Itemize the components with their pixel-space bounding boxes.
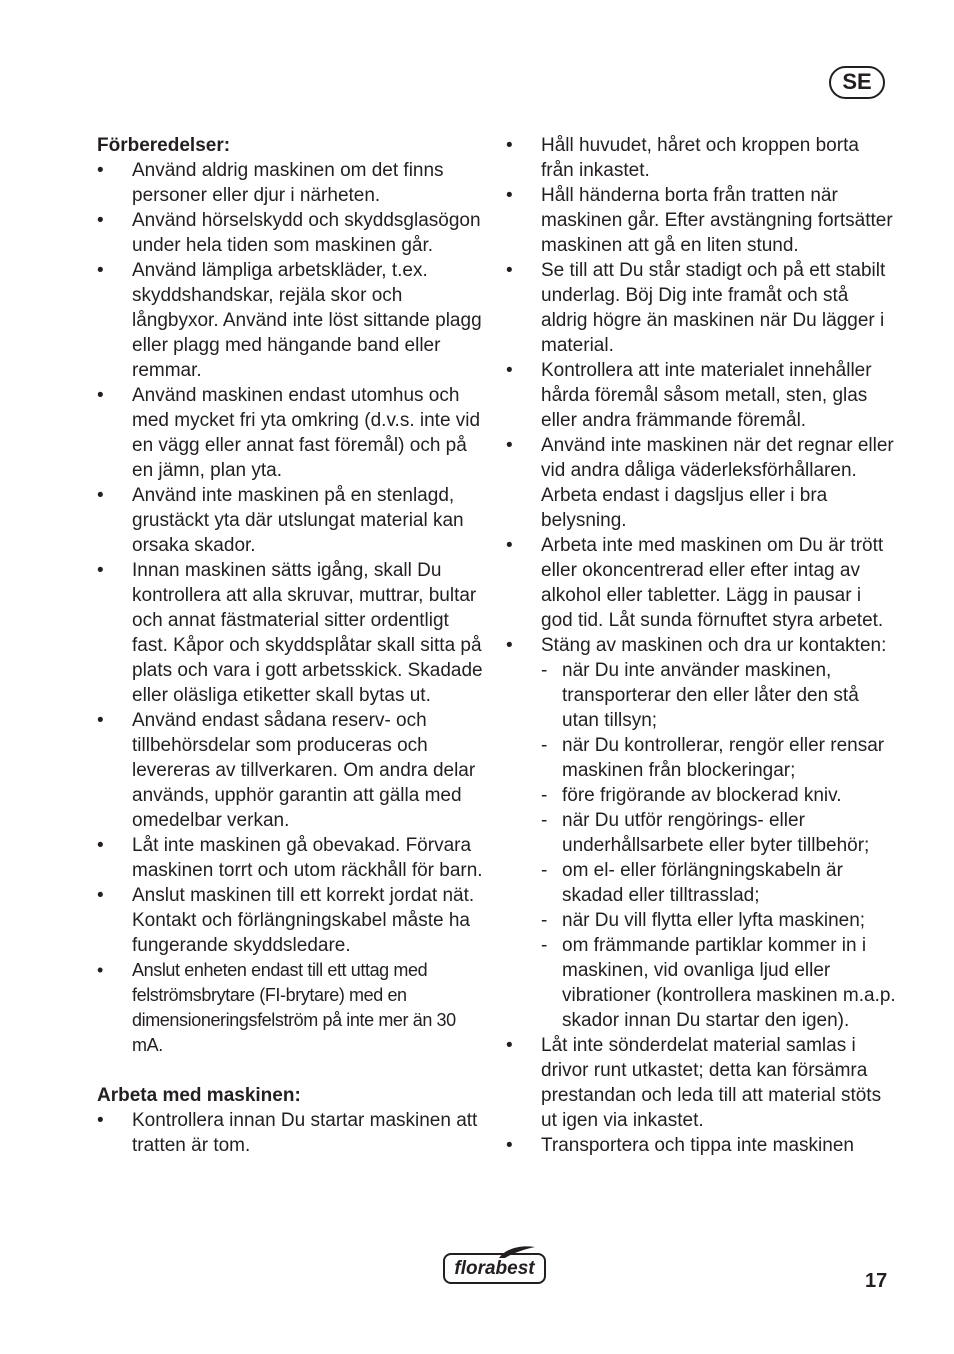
list-item: [97, 958, 487, 1058]
list-item-text: Håll händerna borta från tratten när maskinen går. Efter avstängning fortsätter maskinen att gå en liten stund.: [541, 185, 893, 256]
florabest-logo: [443, 1253, 546, 1284]
list-item-text: Kontrollera innan Du startar maskinen att tratten är tom.: [132, 1110, 478, 1156]
list-item: [97, 558, 487, 708]
list-item-text: Anslut enheten endast till ett uttag med felströmsbrytare (FI-brytare) med en dimensioneringsfelström på inte mer än 30 mA.: [132, 960, 456, 1055]
bullet: •: [506, 135, 513, 156]
list-item: [506, 633, 896, 1033]
list-item: [506, 1133, 896, 1158]
bullet: •: [97, 1110, 104, 1131]
section-heading-working: Arbeta med maskinen:: [97, 1085, 301, 1106]
list-item: [97, 208, 487, 258]
list-item: [97, 1108, 487, 1158]
sub-list: [541, 658, 896, 1033]
dash: -: [541, 785, 548, 806]
dash: -: [541, 735, 548, 756]
sub-list-item: [541, 858, 896, 908]
language-badge: SE: [829, 66, 885, 99]
bullet: •: [506, 360, 513, 381]
list-item-text: Använd aldrig maskinen om det finns personer eller djur i närheten.: [132, 160, 444, 206]
sub-list-item-text: när Du utför rengörings- eller underhållsarbete eller byter tillbehör;: [562, 810, 870, 856]
list-item: [506, 133, 896, 183]
logo-text: florabest: [454, 1258, 535, 1279]
list-item: [97, 833, 487, 883]
bullet: •: [97, 210, 104, 231]
working-list-continued: [506, 133, 896, 1158]
list-item-text: Kontrollera att inte materialet innehåller hårda föremål såsom metall, sten, glas eller andra främmande föremål.: [541, 360, 872, 431]
dash: -: [541, 660, 548, 681]
bullet: •: [97, 710, 104, 731]
list-item-text: Arbeta inte med maskinen om Du är trött eller okoncentrerad eller efter intag av alkohol eller tabletter. Lägg in pausar i god tid. Låt sunda förnuftet styra arbetet.: [541, 535, 884, 631]
bullet: •: [97, 885, 104, 906]
list-item: [97, 708, 487, 833]
sub-list-item-text: när Du kontrollerar, rengör eller rensar maskinen från blockeringar;: [562, 735, 885, 781]
bullet: •: [506, 635, 513, 656]
dash: -: [541, 910, 548, 931]
list-item-text: Använd endast sådana reserv- och tillbehörsdelar som produceras och levereras av tillverkaren. Om andra delar används, upphör garantin att gälla med omedelbar verkan.: [132, 710, 476, 831]
list-item: [97, 258, 487, 383]
working-list: [97, 1108, 487, 1158]
list-item: [506, 183, 896, 258]
bullet: •: [97, 260, 104, 281]
list-item-text: Använd hörselskydd och skyddsglasögon under hela tiden som maskinen går.: [132, 210, 481, 256]
preparations-list: [97, 158, 487, 1058]
spacer: [97, 1058, 487, 1083]
list-item-text: Låt inte maskinen gå obevakad. Förvara maskinen torrt och utom räckhåll för barn.: [132, 835, 483, 881]
dash: -: [541, 935, 548, 956]
section-heading-preparations: Förberedelser:: [97, 135, 231, 156]
bullet: •: [506, 260, 513, 281]
list-item-text: Stäng av maskinen och dra ur kontakten:: [541, 635, 887, 656]
list-item: [506, 358, 896, 433]
list-item-text: Låt inte sönderdelat material samlas i drivor runt utkastet; detta kan försämra prestandan och leda till att material stöts ut igen via inkastet.: [541, 1035, 882, 1131]
left-column: [97, 133, 487, 1158]
list-item-text: Använd lämpliga arbetskläder, t.ex. skyddshandskar, rejäla skor och långbyxor. Använd inte löst sittande plagg eller plagg med hängande band eller remmar.: [132, 260, 482, 381]
sub-list-item: [541, 908, 896, 933]
bullet: •: [506, 1135, 513, 1156]
sub-list-item: [541, 783, 896, 808]
bullet: •: [97, 385, 104, 406]
list-item-text: Använd maskinen endast utomhus och med mycket fri yta omkring (d.v.s. inte vid en vägg eller annat fast föremål) och på en jämn, plan yta.: [132, 385, 481, 481]
bullet: •: [506, 435, 513, 456]
list-item: [97, 158, 487, 208]
list-item: [97, 383, 487, 483]
bullet: •: [97, 560, 104, 581]
sub-list-item-text: om el- eller förlängningskabeln är skadad eller tilltrasslad;: [562, 860, 843, 906]
bullet: •: [97, 160, 104, 181]
list-item-text: Innan maskinen sätts igång, skall Du kontrollera att alla skruvar, muttrar, bultar och annat fästmaterial sitter ordentligt fast. Kåpor och skyddsplåtar skall sitta på plats och vara i gott arbetsskick. Skadade eller oläsliga etiketter skall bytas ut.: [132, 560, 483, 706]
bullet: •: [506, 1035, 513, 1056]
sub-list-item: [541, 733, 896, 783]
page-number: 17: [865, 1270, 888, 1292]
dash: -: [541, 860, 548, 881]
list-item: [506, 258, 896, 358]
sub-list-item-text: när Du inte använder maskinen, transporterar den eller låter den stå utan tillsyn;: [562, 660, 859, 731]
list-item: [506, 533, 896, 633]
sub-list-item: [541, 658, 896, 733]
sub-list-item-text: när Du vill flytta eller lyfta maskinen;: [562, 910, 866, 931]
list-item-text: Transportera och tippa inte maskinen: [541, 1135, 854, 1156]
bullet: •: [506, 185, 513, 206]
sub-list-item: [541, 933, 896, 1033]
list-item: [97, 483, 487, 558]
bullet: •: [97, 960, 103, 980]
list-item-text: Använd inte maskinen på en stenlagd, grustäckt yta där utslungat material kan orsaka skador.: [132, 485, 464, 556]
list-item-text: Håll huvudet, håret och kroppen borta från inkastet.: [541, 135, 859, 181]
list-item-text: Använd inte maskinen när det regnar eller vid andra dåliga väderleksförhållaren. Arbeta endast i dagsljus eller i bra belysning.: [541, 435, 894, 531]
right-column: [506, 133, 896, 1158]
bullet: •: [506, 535, 513, 556]
sub-list-item: [541, 808, 896, 858]
list-item-text: Se till att Du står stadigt och på ett stabilt underlag. Böj Dig inte framåt och stå aldrig högre än maskinen när Du lägger i material.: [541, 260, 886, 356]
dash: -: [541, 810, 548, 831]
sub-list-item-text: före frigörande av blockerad kniv.: [562, 785, 842, 806]
sub-list-item-text: om främmande partiklar kommer in i maskinen, vid ovanliga ljud eller vibrationer (kontrollera maskinen m.a.p. skador innan Du startar den igen).: [562, 935, 896, 1031]
list-item: [97, 883, 487, 958]
list-item: [506, 433, 896, 533]
bullet: •: [97, 485, 104, 506]
list-item-text: Anslut maskinen till ett korrekt jordat nät. Kontakt och förlängningskabel måste ha fungerande skyddsledare.: [132, 885, 475, 956]
list-item: [506, 1033, 896, 1133]
bullet: •: [97, 835, 104, 856]
